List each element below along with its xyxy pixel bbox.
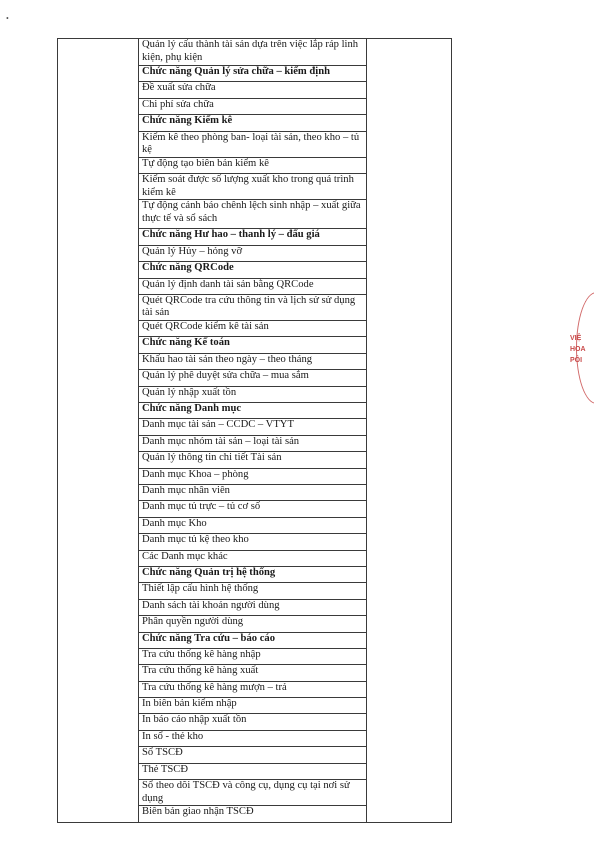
feature-table-body: [58, 39, 452, 823]
feature-cell: [139, 98, 367, 114]
feature-cell: [139, 763, 367, 779]
section-title-cell: [139, 566, 367, 582]
feature-cell: [139, 583, 367, 599]
feature-text: In biên bản kiểm nhập: [142, 698, 237, 710]
feature-text: Các Danh mục khác: [142, 550, 228, 562]
section-title: Chức năng Quản trị hệ thống: [142, 566, 276, 578]
section-title-cell: [139, 262, 367, 278]
feature-cell: [139, 616, 367, 632]
feature-cell: [139, 174, 367, 200]
section-title: Chức năng Kế toán: [142, 337, 230, 349]
feature-text: Quản lý cấu thành tài sản dựa trên việc lắp ráp linh kiện, phụ kiện: [142, 39, 359, 63]
section-title-cell: [139, 229, 367, 245]
feature-text: Danh mục tài sản – CCDC – VTYT: [142, 419, 294, 431]
feature-text: Biên bản giao nhận TSCĐ: [142, 806, 254, 818]
feature-text: Quản lý nhập xuất tồn: [142, 386, 237, 398]
feature-table-wrapper: [57, 38, 452, 823]
feature-text: Danh sách tài khoản người dùng: [142, 599, 280, 611]
feature-table: [57, 38, 452, 823]
red-seal-stamp: [562, 292, 594, 412]
feature-text: Khấu hao tài sản theo ngày – theo tháng: [142, 353, 313, 365]
feature-cell: [139, 294, 367, 320]
feature-cell: [139, 435, 367, 451]
feature-text: In sổ - thẻ kho: [142, 730, 204, 742]
feature-text: Quản lý Hủy – hỏng vỡ: [142, 245, 243, 257]
feature-text: Danh mục tủ kệ theo kho: [142, 534, 249, 546]
feature-text: Danh mục nhân viên: [142, 484, 230, 496]
feature-cell: [139, 200, 367, 229]
feature-cell: [139, 730, 367, 746]
feature-cell: [139, 386, 367, 402]
feature-cell: [139, 353, 367, 369]
feature-text: Sổ theo dõi TSCĐ và công cụ, dụng cụ tại nơi sử dụng: [142, 780, 350, 804]
feature-cell: [139, 452, 367, 468]
feature-text: In báo cáo nhập xuất tồn: [142, 714, 247, 726]
feature-cell: [139, 698, 367, 714]
feature-text: Phân quyền người dùng: [142, 616, 244, 628]
section-title: Chức năng Danh mục: [142, 403, 242, 415]
feature-text: Danh mục tủ trực – tủ cơ số: [142, 501, 261, 513]
section-title-cell: [139, 403, 367, 419]
feature-cell: [139, 82, 367, 98]
feature-text: Danh mục Khoa – phòng: [142, 468, 249, 480]
left-empty-cell: [58, 39, 139, 823]
feature-cell: [139, 806, 367, 822]
section-title-cell: [139, 115, 367, 131]
feature-cell: [139, 665, 367, 681]
feature-text: Quản lý phê duyệt sửa chữa – mua sắm: [142, 370, 309, 382]
feature-text: Đề xuất sửa chữa: [142, 82, 216, 94]
feature-cell: [139, 484, 367, 500]
section-title-cell: [139, 337, 367, 353]
feature-cell: [139, 501, 367, 517]
feature-cell: [139, 278, 367, 294]
feature-text: Sổ TSCĐ: [142, 747, 183, 759]
corner-mark: •: [6, 14, 9, 23]
section-title: Chức năng Hư hao – thanh lý – đấu giá: [142, 229, 320, 241]
feature-text: Tự động tạo biên bản kiểm kê: [142, 157, 269, 169]
feature-text: Chi phí sửa chữa: [142, 98, 214, 110]
feature-cell: [139, 131, 367, 157]
feature-text: Quản lý thông tin chi tiết Tài sản: [142, 452, 282, 464]
feature-cell: [139, 648, 367, 664]
feature-text: Tra cứu thống kê hàng xuất: [142, 665, 259, 677]
feature-cell: [139, 599, 367, 615]
feature-cell: [139, 714, 367, 730]
feature-text: Quản lý định danh tài sản bằng QRCode: [142, 278, 314, 290]
feature-text: Danh mục nhóm tài sản – loại tài sản: [142, 435, 300, 447]
feature-row: [58, 39, 452, 66]
feature-text: Danh mục Kho: [142, 517, 207, 529]
section-title: Chức năng QRCode: [142, 262, 234, 274]
feature-cell: [139, 517, 367, 533]
feature-text: Thiết lập cấu hình hệ thống: [142, 583, 259, 595]
feature-cell: [139, 747, 367, 763]
feature-text: Kiểm soát được số lượng xuất kho trong quá trình kiểm kê: [142, 174, 354, 198]
feature-cell: [139, 39, 367, 66]
feature-text: Quét QRCode kiểm kê tài sản: [142, 321, 269, 333]
feature-cell: [139, 419, 367, 435]
feature-cell: [139, 780, 367, 806]
feature-text: Tự động cảnh báo chênh lệch sinh nhập – xuất giữa thực tế và sổ sách: [142, 200, 361, 224]
feature-cell: [139, 321, 367, 337]
feature-cell: [139, 468, 367, 484]
right-empty-cell: [367, 39, 452, 823]
seal-text-line: HOA: [570, 346, 586, 353]
feature-cell: [139, 157, 367, 173]
feature-cell: [139, 245, 367, 261]
feature-cell: [139, 534, 367, 550]
feature-text: Quét QRCode tra cứu thông tin và lịch sử sử dụng tài sản: [142, 294, 356, 319]
feature-cell: [139, 550, 367, 566]
section-title-cell: [139, 632, 367, 648]
seal-text-line: PÔI: [570, 357, 583, 364]
feature-text: Kiểm kê theo phòng ban- loại tài sản, theo kho – tủ kệ: [142, 131, 360, 156]
feature-cell: [139, 370, 367, 386]
feature-text: Tra cứu thống kê hàng nhập: [142, 648, 261, 660]
feature-text: Tra cứu thống kê hàng mượn – trả: [142, 681, 287, 693]
section-title: Chức năng Quản lý sửa chữa – kiểm định: [142, 66, 331, 77]
section-title: Chức năng Kiểm kê: [142, 115, 233, 127]
feature-cell: [139, 681, 367, 697]
section-title-cell: [139, 66, 367, 82]
feature-text: Thẻ TSCĐ: [142, 763, 189, 775]
section-title: Chức năng Tra cứu – báo cáo: [142, 632, 275, 644]
seal-text-line: VIỆ: [570, 335, 582, 342]
